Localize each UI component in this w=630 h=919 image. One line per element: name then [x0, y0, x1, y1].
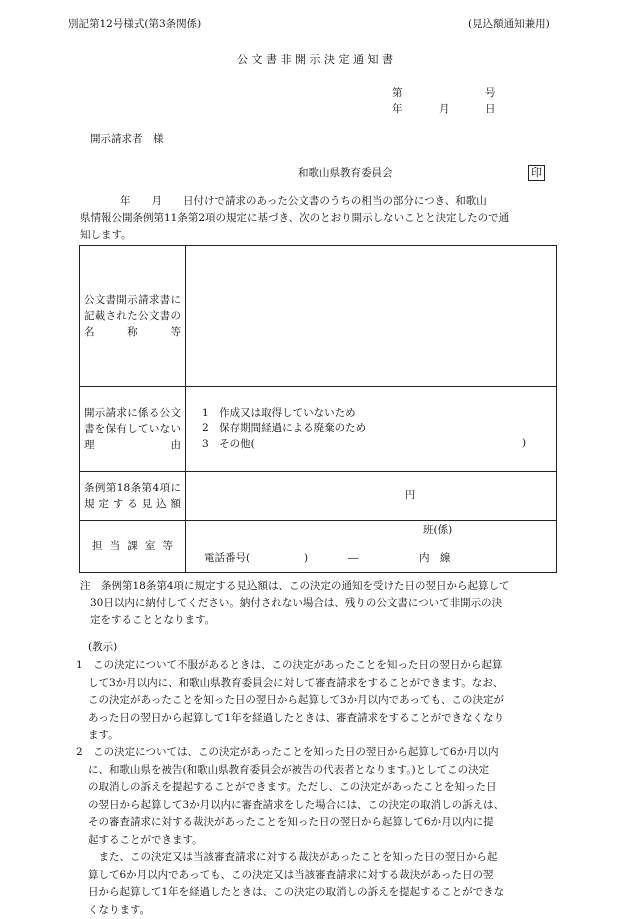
label-amount: 条例第18条第4項に規定する見込額	[80, 472, 186, 521]
doc-number-prefix: 第	[392, 86, 403, 102]
reason-item: 3 その他(	[202, 437, 556, 453]
instruction-item-1	[76, 657, 564, 745]
document-title: 公 文 書 非 開 示 決 定 通 知 書	[0, 52, 630, 69]
instruction-line: あった日の翌日から起算して1年を経過したときは、審査請求をすることができなくなり	[76, 710, 564, 728]
instruction-line: に、和歌山県を被告(和歌山県教育委員会が被告の代表者となります。)としてこの決定	[76, 762, 564, 780]
instruction-line: 日から起算して1年を経過したときは、この決定の取消しの訴えを提起することができな	[76, 884, 564, 902]
reason-item: 1 作成又は取得していないため	[202, 406, 556, 422]
doc-number-suffix: 号	[485, 86, 496, 102]
instruction-heading: (教示)	[88, 640, 117, 656]
disclosure-table	[79, 245, 557, 573]
amount-unit: 円	[405, 489, 416, 501]
instruction-line: して3か月以内に、和歌山県教育委員会に対して審査請求をすることができます。なお、	[76, 675, 564, 693]
body-line-2: 県情報公開条例第11条第2項の規定に基づき、次のとおり開示しないことと決定したので通	[80, 211, 509, 227]
phone-dash: ―	[348, 551, 359, 567]
date-day: 日	[485, 102, 496, 118]
form-number: 別記第12号様式(第3条関係)	[68, 17, 201, 33]
section-unit: 班(係)	[423, 523, 452, 539]
note-line-1: 注 条例第18条第4項に規定する見込額は、この決定の通知を受けた日の翌日から起算して	[80, 578, 560, 595]
table-row-document-name	[80, 246, 557, 387]
instruction-line: の取消しの訴えを提起することができます。ただし、この決定があったことを知った日	[76, 779, 564, 797]
body-line-3: 知します。	[80, 228, 132, 244]
instruction-line: 2 この決定については、この決定があったことを知った日の翌日から起算して6か月以内	[76, 744, 564, 762]
form-note: (見込額通知兼用)	[468, 17, 550, 33]
seal-text: 印	[528, 165, 545, 181]
instruction-line: 起することができます。	[76, 832, 564, 850]
label-section: 担当課室等	[80, 521, 186, 573]
instruction-item-2	[76, 744, 564, 919]
date-month: 月	[439, 102, 450, 118]
issuer-name: 和歌山県教育委員会	[298, 166, 393, 182]
instruction-line: その審査請求に対する裁決があったことを知った日の翌日から起算して6か月以内に提	[76, 814, 564, 832]
table-row-amount	[80, 472, 557, 521]
table-row-reason	[80, 387, 557, 472]
value-reason	[186, 387, 557, 472]
reason-item: 2 保存期間経過による廃棄のため	[202, 421, 556, 437]
instruction-line: この決定があったことを知った日の翌日から起算して3か月以内であっても、この決定が	[76, 692, 564, 710]
seal-mark	[528, 165, 545, 182]
table-row-section	[80, 521, 557, 573]
label-reason: 開示請求に係る公文書を保有していない理由	[80, 387, 186, 472]
value-amount	[186, 472, 557, 521]
instruction-line: くなります。	[76, 902, 564, 919]
note-line-3: 定をすることとなります。	[80, 612, 560, 629]
value-document-name	[186, 246, 557, 387]
body-line-1: 年 月 日付けで請求のあった公文書のうちの相当の部分につき、和歌山	[120, 194, 487, 210]
instruction-line: の翌日から起算して3か月以内に審査請求をした場合には、この決定の取消しの訴えは、	[76, 797, 564, 815]
phone-extension: 内 線	[419, 551, 451, 567]
phone-label: 電話番号(	[204, 551, 250, 567]
instruction-line: 1 この決定について不服があるときは、この決定があったことを知った日の翌日から起算	[76, 657, 564, 675]
value-section	[186, 521, 557, 573]
note	[80, 578, 560, 629]
addressee: 開示請求者 様	[90, 132, 164, 148]
note-line-2: 30日以内に納付してください。納付されない場合は、残りの公文書について非開示の決	[80, 595, 560, 612]
phone-close: )	[304, 551, 308, 567]
instruction-line: また、この決定又は当該審査請求に対する裁決があったことを知った日の翌日から起	[76, 849, 564, 867]
instruction-line: ます。	[76, 727, 564, 745]
reason-other-close: )	[522, 436, 526, 452]
instruction-line: 算して6か月以内であっても、この決定又は当該審査請求に対する裁決があった日の翌	[76, 867, 564, 885]
date-year: 年	[392, 102, 403, 118]
label-document-name: 公文書開示請求書に記載された公文書の名称等	[80, 246, 186, 387]
